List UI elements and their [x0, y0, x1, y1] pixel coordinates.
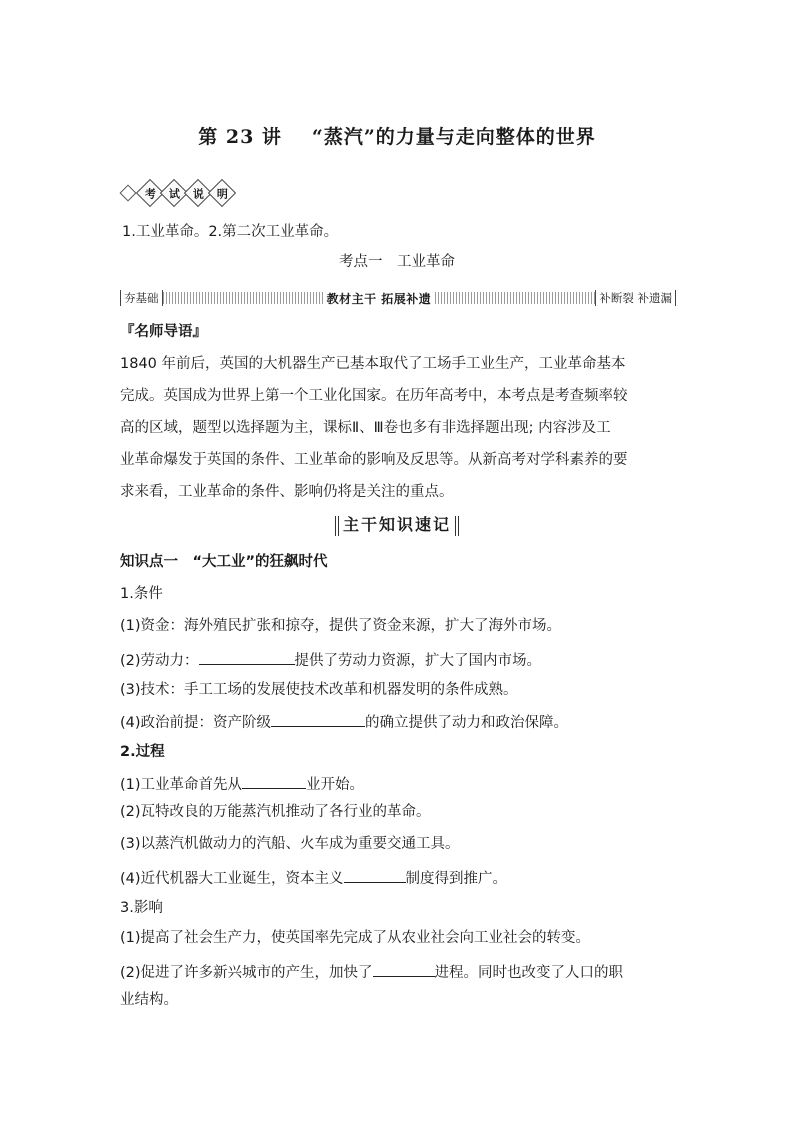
- fill-blank[interactable]: [344, 866, 406, 883]
- guide-line: 求来看，工业革命的条件、影响仍将是关注的重点。: [120, 484, 454, 500]
- banner-middle-label: 教材主干 拓展补遗: [326, 291, 432, 306]
- guide-line: 业革命爆发于英国的条件、工业革命的影响及反思等。从新高考对学科素养的要: [120, 452, 628, 468]
- banner-left-label: 夯基础: [120, 290, 163, 306]
- conditions-item-3: (3)技术：手工工场的发展使技术改革和机器发明的条件成熟。: [120, 682, 518, 698]
- impact-item-2-continued: 业结构。: [120, 992, 178, 1008]
- impact-heading: 3.影响: [120, 900, 163, 916]
- lecture-topic: “蒸汽”的力量与走向整体的世界: [311, 126, 596, 148]
- section-bar-right: [455, 516, 459, 536]
- guide-line: 1840 年前后，英国的大机器生产已基本取代了工场手工业生产，工业革命基本: [120, 356, 626, 372]
- section-bar-left: [335, 516, 339, 536]
- process-item-1: (1)工业革命首先从 业开始。: [120, 772, 364, 795]
- exam-description-content: 1.工业革命。2.第二次工业革命。: [122, 224, 339, 240]
- topic-heading: 考点一 工业革命: [339, 254, 455, 270]
- chip-4: 明: [208, 179, 236, 207]
- page-title: [0, 122, 794, 149]
- guide-line: 完成。英国成为世界上第一个工业化国家。在历年高考中，本考点是考查频率较: [120, 388, 628, 404]
- diamond-icon: [120, 185, 137, 202]
- conditions-item-1: (1)资金：海外殖民扩张和掠夺，提供了资金来源，扩大了海外市场。: [120, 618, 562, 634]
- fill-blank[interactable]: [199, 648, 295, 665]
- guide-heading: 『名师导语』: [120, 324, 207, 340]
- process-item-2: (2)瓦特改良的万能蒸汽机推动了各行业的革命。: [120, 804, 431, 820]
- section-title: 主干知识速记: [0, 512, 794, 536]
- section-banner: [120, 288, 676, 308]
- banner-right-label: 补断裂 补遗漏: [595, 290, 676, 306]
- process-item-3: (3)以蒸汽机做动力的汽船、火车成为重要交通工具。: [120, 836, 460, 852]
- process-item-4: (4)近代机器大工业诞生，资本主义 制度得到推广。: [120, 866, 507, 889]
- guide-line: 高的区域，题型以选择题为主，课标Ⅱ、Ⅲ卷也多有非选择题出现; 内容涉及工: [120, 420, 611, 436]
- fill-blank[interactable]: [271, 710, 365, 727]
- conditions-item-2: (2)劳动力： 提供了劳动力资源，扩大了国内市场。: [120, 648, 541, 671]
- chip-3: 说: [184, 179, 212, 207]
- impact-item-2: (2)促进了许多新兴城市的产生，加快了 进程。同时也改变了人口的职: [120, 960, 623, 983]
- lecture-number: 第 23 讲: [198, 126, 282, 148]
- impact-item-1: (1)提高了社会生产力，使英国率先完成了从农业社会向工业社会的转变。: [120, 930, 591, 946]
- chip-2: 试: [160, 179, 188, 207]
- banner-hatch-right: [435, 292, 595, 304]
- conditions-heading: 1.条件: [120, 586, 163, 602]
- banner-hatch-left: [163, 292, 323, 304]
- exam-description-label: [122, 182, 234, 204]
- knowledge-point-heading: 知识点一 “大工业”的狂飙时代: [120, 554, 328, 570]
- guide-paragraph: [120, 348, 680, 508]
- chip-1: 考: [136, 179, 164, 207]
- process-heading: 2.过程: [120, 744, 165, 760]
- conditions-item-4: (4)政治前提：资产阶级 的确立提供了动力和政治保障。: [120, 710, 568, 733]
- fill-blank[interactable]: [242, 772, 306, 789]
- fill-blank[interactable]: [373, 960, 435, 977]
